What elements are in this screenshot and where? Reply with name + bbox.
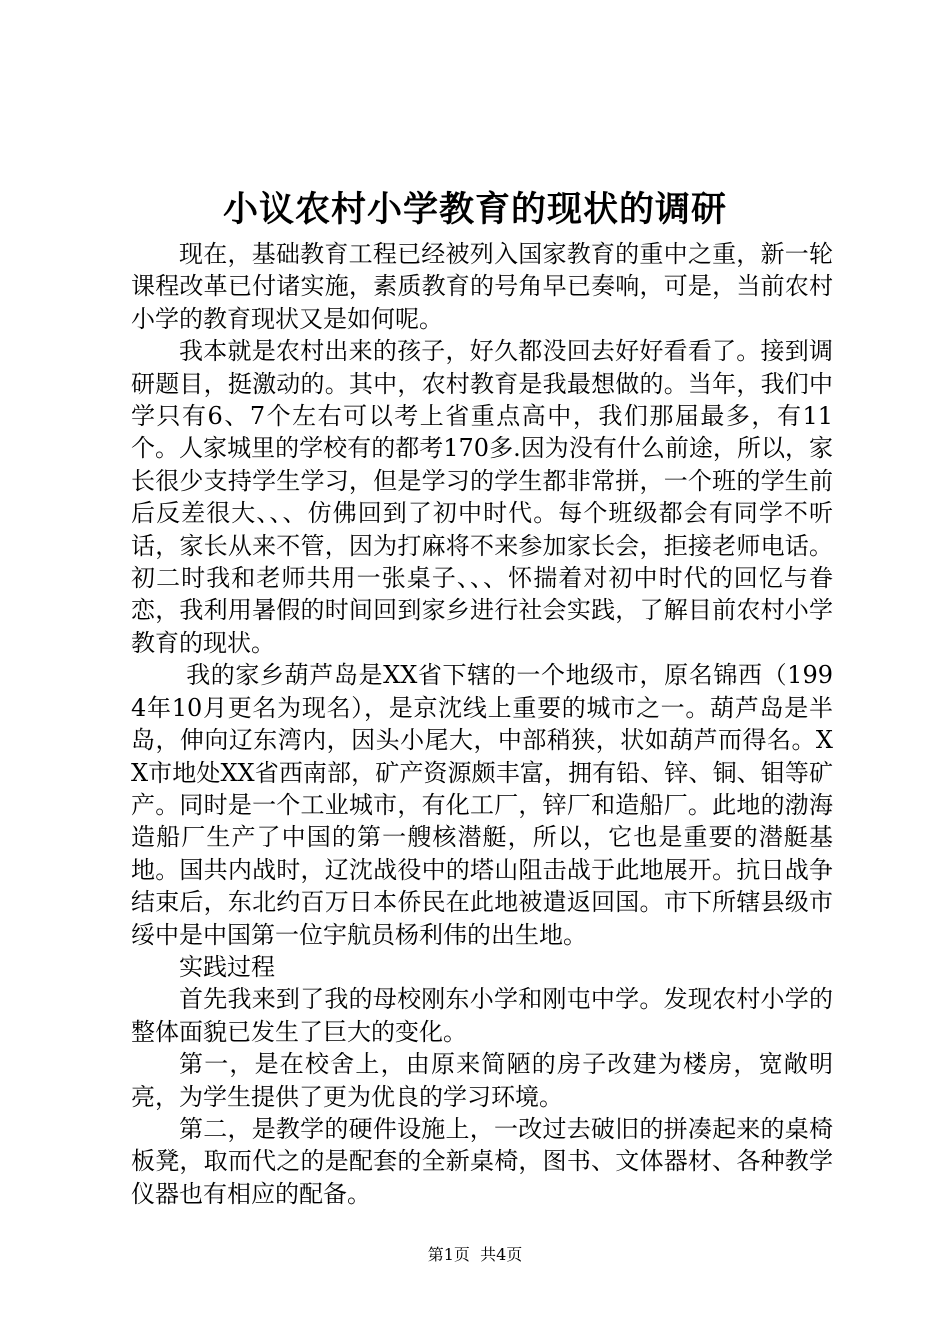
paragraph-school-visit: 首先我来到了我的母校刚东小学和刚屯中学。发现农村小学的整体面貌已发生了巨大的变化。 [131,985,833,1046]
paragraph-intro: 现在，基础教育工程已经被列入国家教育的重中之重，新一轮课程改革已付诸实施，素质教育的号角早已奏响，可是，当前农村小学的教育现状又是如何呢。 [131,240,833,333]
page-number: 第1页 [427,1245,470,1264]
paragraph-background: 我本就是农村出来的孩子，好久都没回去好好看看了。接到调研题目，挺激动的。其中，农村教育是我最想做的。当年，我们中学只有6、7个左右可以考上省重点高中，我们那届最多，有11个。人家城里的学校有的都考170多.因为没有什么前途，所以，家长很少支持学生学习，但是学习的学生都非常拼，一个班的学生前后反差很大、、、仿佛回到了初中时代。每个班级都会有同学不听话，家长从来不管，因为打麻将不来参加家长会，拒接老师电话。初二时我和老师共用一张桌子、、、怀揣着对初中时代的回忆与眷恋，我利用暑假的时间回到家乡进行社会实践，了解目前农村小学教育的现状。 [131,337,833,657]
page-footer [0,1244,950,1266]
document-title: 小议农村小学教育的现状的调研 [222,190,727,230]
paragraph-first-change: 第一，是在校舍上，由原来简陋的房子改建为楼房，宽敞明亮，为学生提供了更为优良的学习环境。 [131,1050,833,1111]
document-body [131,238,833,1210]
paragraph-second-change: 第二，是教学的硬件设施上，一改过去破旧的拼凑起来的桌椅板凳，取而代之的是配套的全新桌椅，图书、文体器材、各种教学仪器也有相应的配备。 [131,1114,833,1208]
section-heading-practice: 实践过程 [179,952,275,981]
page-total: 共4页 [480,1245,523,1264]
paragraph-hometown: 我的家乡葫芦岛是XX省下辖的一个地级市，原名锦西（1994年10月更名为现名），是京沈线上重要的城市之一。葫芦岛是半岛，伸向辽东湾内，因头小尾大，中部稍狭，状如葫芦而得名。XX市地处XX省西南部，矿产资源颇丰富，拥有铅、锌、铜、钼等矿产。同时是一个工业城市，有化工厂，锌厂和造船厂。此地的渤海造船厂生产了中国的第一艘核潜艇，所以，它也是重要的潜艇基地。国共内战时，辽沈战役中的塔山阻击战于此地展开。抗日战争结束后，东北约百万日本侨民在此地被遣返回国。市下所辖县级市绥中是中国第一位宇航员杨利伟的出生地。 [131,661,833,949]
